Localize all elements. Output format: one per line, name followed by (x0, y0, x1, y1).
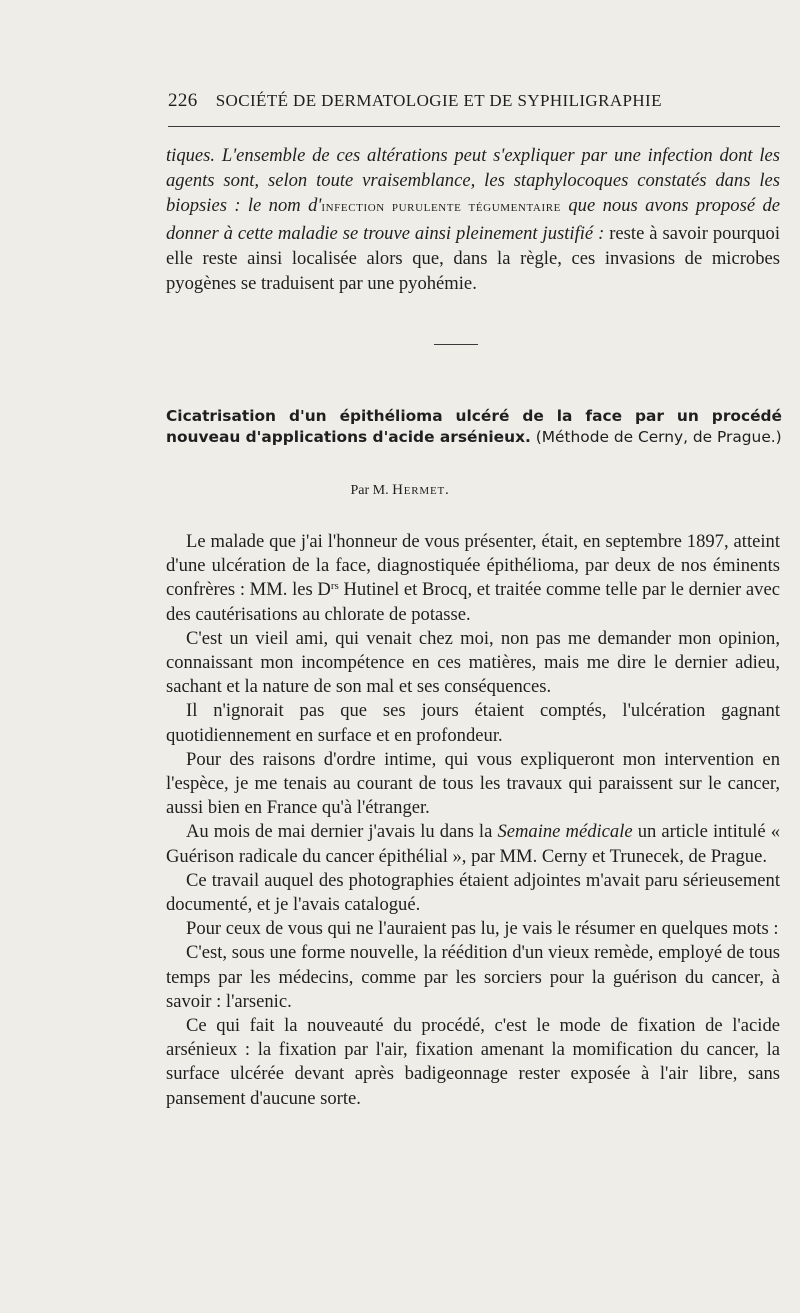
intro-italic-2: que nous avons proposé de donner à cette maladie se trouve ainsi pleinement justifié : (166, 195, 780, 244)
byline-prefix: Par M. (350, 483, 393, 498)
paragraph-text: Pour ceux de vous qui ne l'auraient pas lu, je vais le résumer en quelques mots : (186, 918, 779, 940)
paragraph-text: Il n'ignorait pas que ses jours étaient comptés, l'ulcération gagnant quotidiennement en surface et en profondeur. (166, 700, 780, 746)
article-title-bold: Cicatrisation d'un épithélioma ulcéré de la face par un procédé nouveau d'applications d'acide arsénieux. (166, 407, 782, 446)
running-header (168, 90, 782, 112)
paragraph-text: Ce qui fait la nouveauté du procédé, c'est le mode de fixation de l'acide arsénieux : la fixation par l'air, fixation amenant la momification du cancer, la surface ulcérée devant après badigeonnage rester exposée à l'air libre, sans pansement d'aucune sorte. (166, 1015, 780, 1109)
paragraph-text: Hutinel et Brocq, et traitée comme telle par le dernier avec des cautérisations au chlorate de potasse. (166, 579, 780, 625)
paragraph-text: Pour des raisons d'ordre intime, qui vous expliqueront mon intervention en l'espèce, je me tenais au courant de tous les travaux qui paraissent sur le cancer, aussi bien en France qu'à l'étranger. (166, 748, 780, 819)
paragraph-text: Ce travail auquel des photographies étaient adjointes m'avait paru sérieusement documenté, et je l'avais catalogué. (166, 869, 780, 916)
page-number: 226 (168, 90, 198, 111)
body-paragraph (166, 1014, 780, 1111)
body-paragraph (166, 820, 780, 868)
body-paragraph (166, 917, 780, 941)
body-paragraph (166, 748, 780, 821)
body-paragraph (166, 941, 780, 1014)
intro-smallcaps: infection purulente tégumentaire (321, 199, 561, 216)
section-separator (434, 344, 478, 345)
article-title-rest: (Méthode de Cerny, de Prague.) (530, 428, 782, 446)
paragraph-text: Le malade que j'ai l'honneur de vous présenter, était, en septembre 1897, atteint d'une ulcération de la face, diagnostiquée épithélioma, par deux de nos éminents confrères : MM. les D (166, 531, 780, 601)
paragraph-text: C'est un vieil ami, qui venait chez moi, non pas me demander mon opinion, connaissant mon incompétence en ces matières, mais me dire le dernier adieu, sachant et la nature de son mal et ses conséquences. (166, 627, 780, 698)
header-rule (168, 126, 780, 127)
body-paragraph (166, 699, 780, 747)
intro-paragraph (166, 143, 780, 296)
paragraph-text: un article intitulé « Guérison radicale du cancer épithélial », par MM. Cerny et Trunecek, de Prague. (166, 821, 780, 867)
journal-title: Semaine médicale (497, 821, 633, 843)
article-body (166, 530, 780, 1111)
intro-italic-1: tiques. L'ensemble de ces altérations peut s'expliquer par une infection dont les agents sont, selon toute vraisemblance, les staphylocoques constatés dans les biopsies : le nom d' (166, 145, 780, 217)
paragraph-text: C'est, sous une forme nouvelle, la réédition d'un vieux remède, employé de tous temps par les médecins, comme par les sorciers pour la guérison du cancer, à savoir : l'arsenic. (166, 942, 780, 1012)
body-paragraph (166, 530, 780, 627)
body-paragraph (166, 627, 780, 700)
paragraph-text: Au mois de mai dernier j'avais lu dans la (186, 821, 498, 843)
author-name: Hermet. (392, 482, 450, 498)
body-paragraph (166, 869, 780, 917)
superscript: rs (330, 580, 339, 593)
article-title (166, 406, 782, 448)
running-title: SOCIÉTÉ DE DERMATOLOGIE ET DE SYPHILIGRAPHIE (215, 91, 662, 110)
intro-roman: reste à savoir pourquoi elle reste ainsi localisée alors que, dans la règle, ces invasions de microbes pyogènes se traduisent par une pyohémie. (166, 222, 780, 295)
byline (0, 482, 800, 499)
